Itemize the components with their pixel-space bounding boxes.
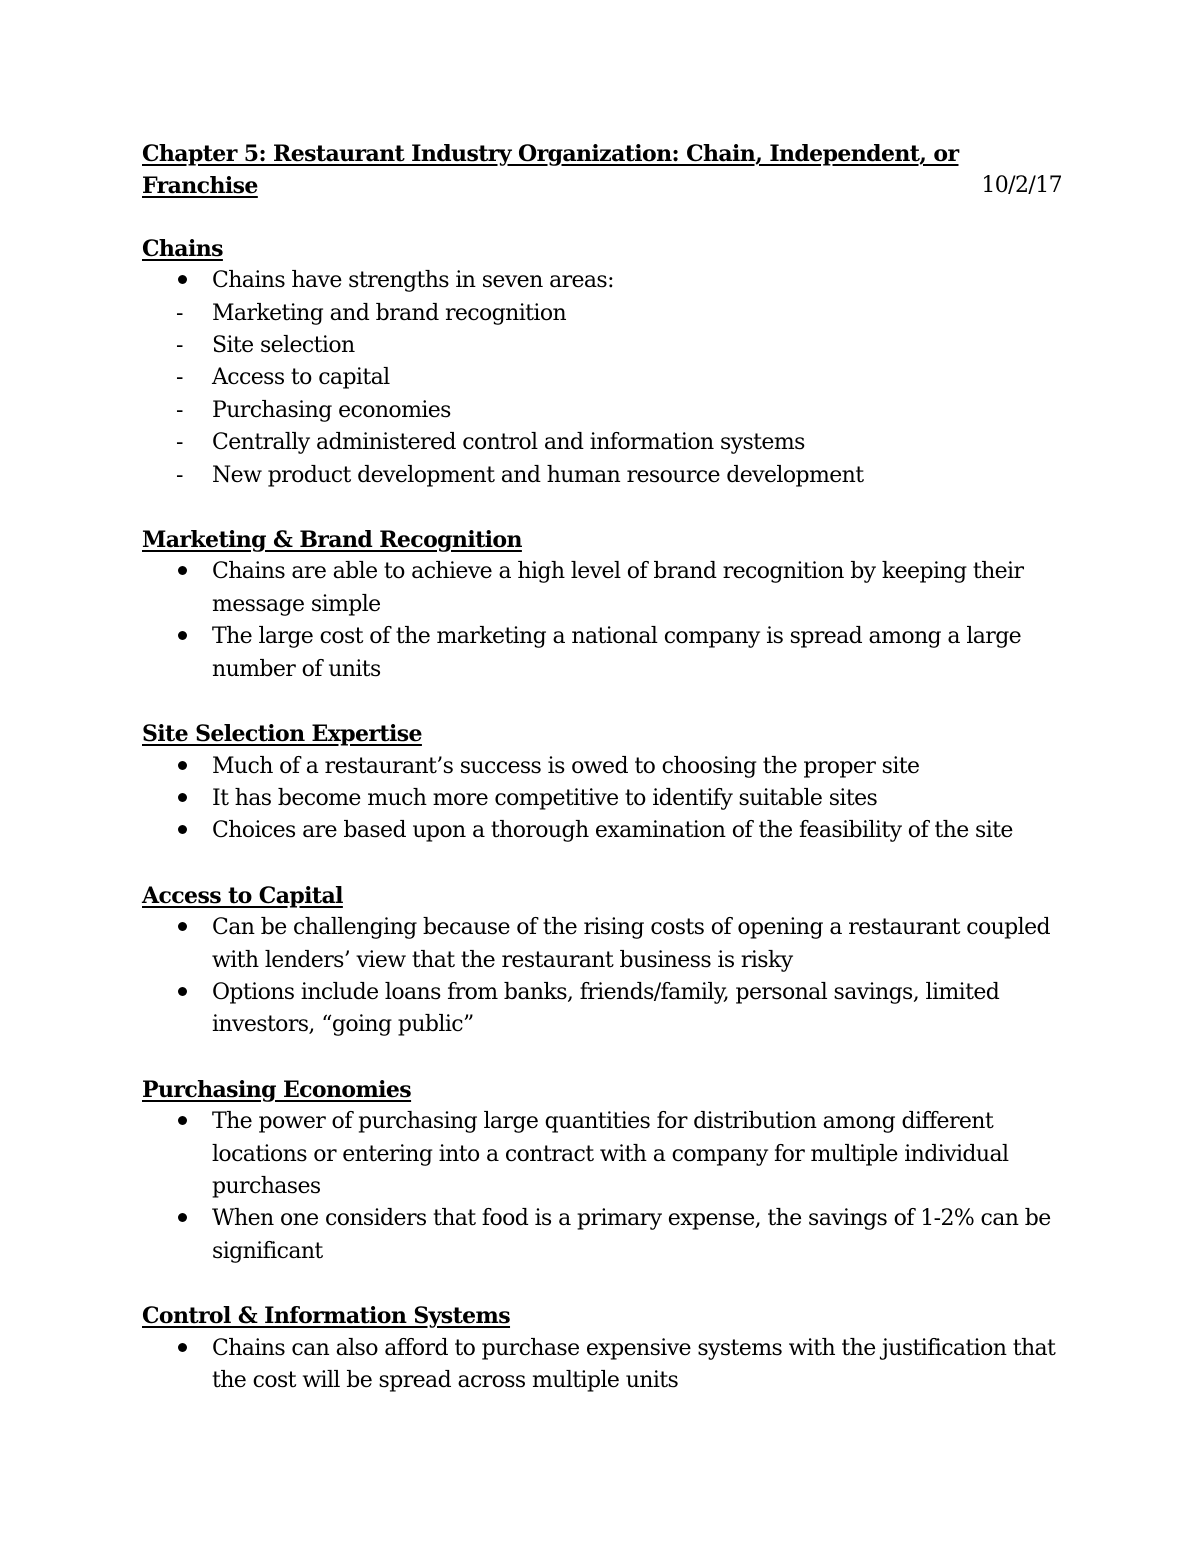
list-item-text: Site selection	[212, 333, 355, 359]
list-item-text: It has become much more competitive to identify suitable sites	[212, 785, 878, 811]
list-item-text: New product development and human resource development	[212, 462, 864, 488]
list-item	[142, 298, 1062, 330]
bullet-marker	[176, 977, 196, 1009]
list-item	[142, 815, 1062, 847]
list-item	[142, 265, 1062, 297]
section-list	[142, 1106, 1062, 1268]
list-item	[142, 621, 1062, 686]
section-site-selection	[142, 718, 1062, 848]
list-item-text: Access to capital	[212, 365, 390, 391]
section-list	[142, 912, 1062, 1042]
section-heading: Access to Capital	[142, 882, 343, 909]
list-item-text: Options include loans from banks, friends/family, personal savings, limited investors, “going public”	[212, 979, 1000, 1038]
section-purchasing-economies	[142, 1074, 1062, 1268]
dash-marker: -	[176, 365, 183, 391]
list-item-text: Centrally administered control and information systems	[212, 430, 805, 456]
list-item-text: Much of a restaurant’s success is owed to choosing the proper site	[212, 753, 920, 779]
list-item	[142, 330, 1062, 362]
list-item-text: Purchasing economies	[212, 397, 451, 423]
section-list	[142, 556, 1062, 686]
dash-marker: -	[176, 397, 183, 423]
list-item-text: Choices are based upon a thorough examination of the feasibility of the site	[212, 818, 1013, 844]
section-heading: Control & Information Systems	[142, 1303, 511, 1330]
list-item	[142, 751, 1062, 783]
list-item	[142, 1106, 1062, 1203]
dash-marker: -	[176, 462, 183, 488]
section-control-information-systems	[142, 1300, 1062, 1397]
list-item	[142, 427, 1062, 459]
list-item	[142, 395, 1062, 427]
list-item	[142, 1333, 1062, 1398]
bullet-marker	[176, 815, 196, 847]
list-item	[142, 362, 1062, 394]
bullet-marker	[176, 621, 196, 653]
bullet-marker	[176, 783, 196, 815]
list-item-text: Marketing and brand recognition	[212, 300, 567, 326]
bullet-marker	[176, 265, 196, 297]
title-block	[142, 138, 1062, 203]
section-heading: Site Selection Expertise	[142, 721, 422, 748]
list-item-text: The power of purchasing large quantities for distribution among different locations or entering into a contract with a company for multiple individual purchases	[212, 1109, 1009, 1199]
section-heading: Purchasing Economies	[142, 1076, 412, 1103]
list-item-text: Chains can also afford to purchase expensive systems with the justification that the cost will be spread across multiple units	[212, 1335, 1056, 1393]
bullet-marker	[176, 556, 196, 588]
list-item-text: Can be challenging because of the rising costs of opening a restaurant coupled with lenders’ view that the restaurant business is risky	[212, 915, 1050, 973]
bullet-marker	[176, 1106, 196, 1138]
list-item-text: Chains are able to achieve a high level of brand recognition by keeping their message simple	[212, 559, 1024, 617]
list-item	[142, 912, 1062, 977]
section-access-to-capital	[142, 880, 1062, 1042]
list-item	[142, 783, 1062, 815]
list-item	[142, 460, 1062, 492]
list-item	[142, 977, 1062, 1042]
section-marketing	[142, 524, 1062, 686]
section-heading: Chains	[142, 235, 223, 262]
list-item	[142, 556, 1062, 621]
list-item-text: The large cost of the marketing a national company is spread among a large number of units	[212, 624, 1022, 682]
document-title: Chapter 5: Restaurant Industry Organization: Chain, Independent, or Franchise	[142, 141, 959, 200]
dash-marker: -	[176, 430, 183, 456]
section-list	[142, 1333, 1062, 1398]
section-list	[142, 265, 1062, 492]
document-date: 10/2/17	[981, 173, 1062, 199]
section-heading: Marketing & Brand Recognition	[142, 527, 522, 554]
dash-marker: -	[176, 300, 183, 326]
section-list	[142, 751, 1062, 848]
bullet-marker	[176, 1333, 196, 1365]
section-chains	[142, 233, 1062, 492]
bullet-marker	[176, 1203, 196, 1235]
list-item	[142, 1203, 1062, 1268]
list-item-text: Chains have strengths in seven areas:	[212, 268, 614, 294]
document-page	[142, 138, 1062, 1429]
list-item-text: When one considers that food is a primary expense, the savings of 1-2% can be significant	[212, 1206, 1051, 1264]
bullet-marker	[176, 912, 196, 944]
dash-marker: -	[176, 333, 183, 359]
bullet-marker	[176, 751, 196, 783]
